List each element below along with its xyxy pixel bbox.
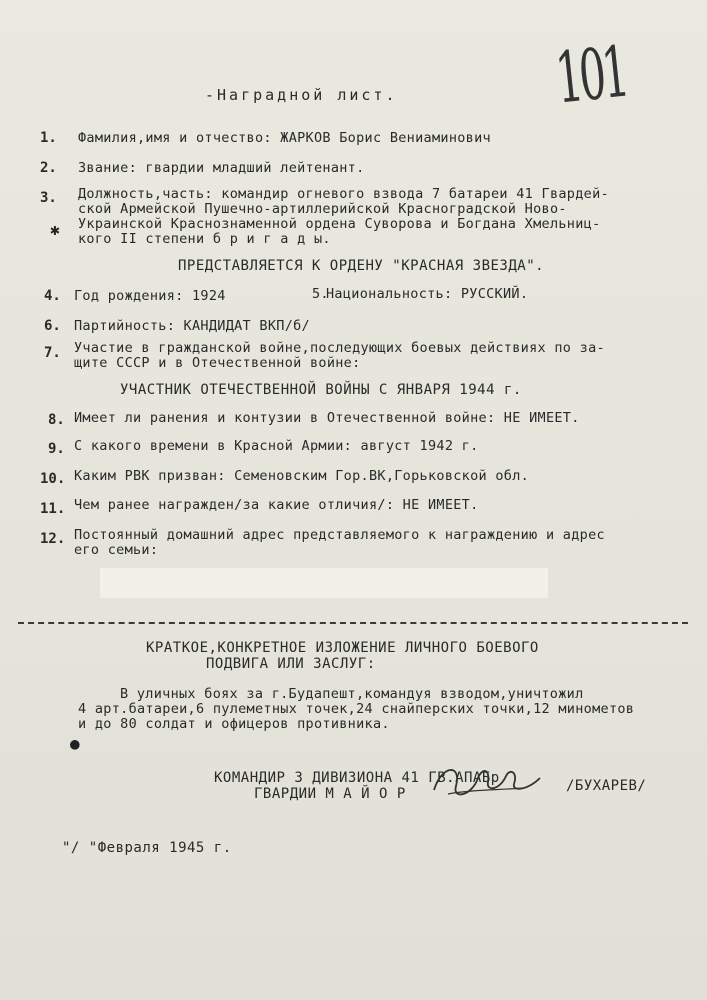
item-9-service-since: С какого времени в Красной Армии: август 1942 г. [74,438,479,454]
dashed-separator [18,622,688,624]
presented-to-order: ПРЕДСТАВЛЯЕТСЯ К ОРДЕНУ "КРАСНАЯ ЗВЕЗДА". [178,258,545,274]
item-12-line-1: Постоянный домашний адрес представляемого к награждению и адрес [74,527,605,543]
commander-line-1: КОМАНДИР 3 ДИВИЗИОНА 41 ГВ.АПАБр [214,770,500,786]
item-number-12: 12. [40,531,66,547]
summary-text-line-3: и до 80 солдат и офицеров противника. [78,716,390,732]
document-title: -Наградной лист. [205,86,398,104]
item-10-draft-office: Каким РВК призван: Семеновским Гор.ВК,Горьковской обл. [74,468,530,484]
item-12-line-2: его семьи: [74,542,159,558]
item-7-line-2: щите СССР и в Отечественной войне: [74,355,361,371]
ink-blot-icon: ● [70,734,80,753]
summary-heading-line-1: КРАТКОЕ,КОНКРЕТНОЕ ИЗЛОЖЕНИЕ ЛИЧНОГО БОЕВОГО [146,640,539,656]
item-number-5: 5. [312,286,329,302]
item-11-previous-awards: Чем ранее награжден/за какие отличия/: НЕ ИМЕЕТ. [74,497,479,513]
item-number-1: 1. [40,130,57,146]
item-number-8: 8. [48,412,65,428]
item-number-7: 7. [44,345,61,361]
item-3-line-4: кого II степени б р и г а д ы. [78,231,331,247]
item-3-line-1: Должность,часть: командир огневого взвода 7 батареи 41 Гвардей- [78,186,609,202]
item-number-11: 11. [40,501,66,517]
item-number-9: 9. [48,441,65,457]
handwritten-page-number: 101 [552,30,630,120]
commander-name: /БУХАРЕВ/ [566,778,647,794]
item-4-birth-year: Год рождения: 1924 [74,288,226,304]
commander-line-2: ГВАРДИИ М А Й О Р [254,786,406,802]
item-8-wounds: Имеет ли ранения и контузии в Отечественной войне: НЕ ИМЕЕТ. [74,410,580,426]
participant-note: УЧАСТНИК ОТЕЧЕСТВЕННОЙ ВОЙНЫ С ЯНВАРЯ 1944 г. [120,382,522,398]
item-7-line-1: Участие в гражданской войне,последующих боевых действиях по за- [74,340,605,356]
item-3-line-2: ской Армейской Пушечно-артиллерийской Красноградской Ново- [78,201,567,217]
item-1-fio: Фамилия,имя и отчество: ЖАРКОВ Борис Вениаминович [78,130,491,146]
redacted-address-area [100,568,548,598]
item-2-rank: Звание: гвардии младший лейтенант. [78,160,365,176]
summary-text-line-1: В уличных боях за г.Будапешт,командуя взводом,уничтожил [120,686,584,702]
document-date: "/ "Февраля 1945 г. [62,840,232,856]
item-number-2: 2. [40,160,57,176]
item-5-nationality: Национальность: РУССКИЙ. [326,286,529,302]
item-number-3: 3. [40,190,57,206]
item-6-party: Партийность: КАНДИДАТ ВКП/б/ [74,318,310,334]
item-number-4: 4. [44,288,61,304]
margin-mark-icon: ✱ [50,220,60,239]
summary-text-line-2: 4 арт.батареи,6 пулеметных точек,24 снайперских точки,12 минометов [78,701,635,717]
faded-stamp [482,895,602,915]
item-3-line-3: Украинской Краснознаменной ордена Суворова и Богдана Хмельниц- [78,216,601,232]
item-number-6: 6. [44,318,61,334]
item-number-10: 10. [40,471,66,487]
signature-icon [428,760,548,805]
summary-heading-line-2: ПОДВИГА ИЛИ ЗАСЛУГ: [206,656,376,672]
